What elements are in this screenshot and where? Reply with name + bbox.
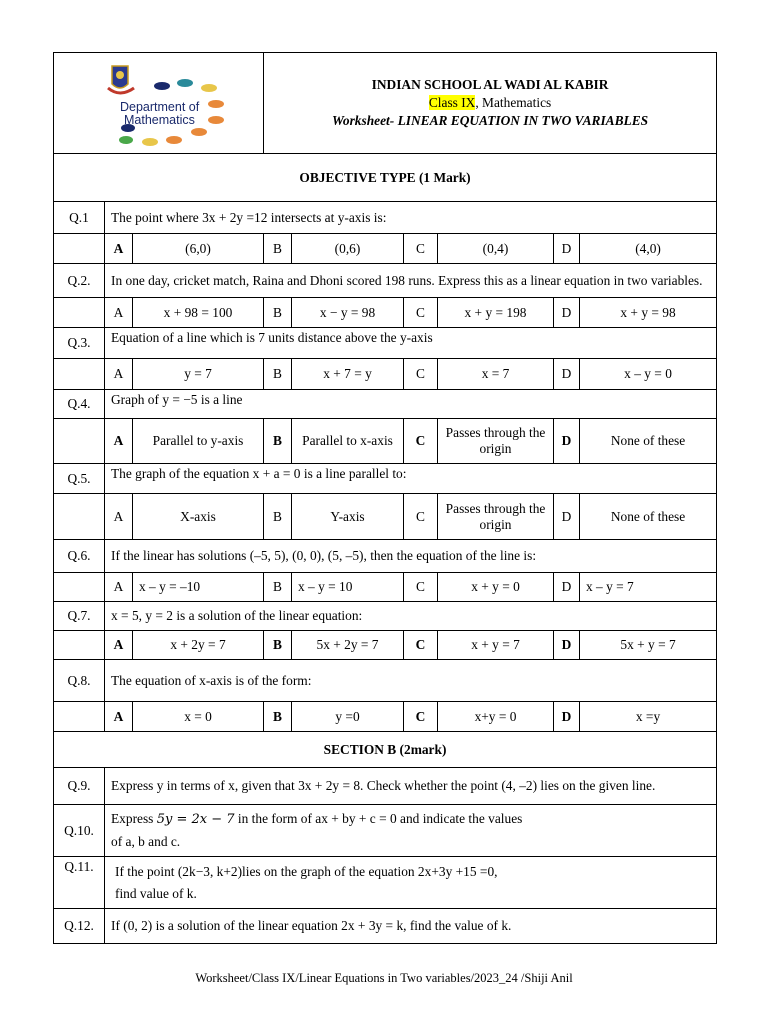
option-letter: B <box>264 234 292 264</box>
option-value: Y-axis <box>292 494 404 540</box>
option-value: Passes through the origin <box>438 494 554 540</box>
question-number: Q.10. <box>54 805 105 857</box>
option-letter: A <box>105 419 133 464</box>
options-row-6 <box>54 573 717 602</box>
option-value: x = 0 <box>133 702 264 732</box>
option-value: 5x + y = 7 <box>580 631 717 660</box>
option-value: (0,4) <box>438 234 554 264</box>
blank-cell <box>54 419 105 464</box>
subject-label: , Mathematics <box>475 95 552 110</box>
question-text-pre: Express <box>111 811 157 826</box>
question-line-2: of a, b and c. <box>111 834 181 849</box>
question-number: Q.9. <box>54 768 105 805</box>
option-value: x + y = 7 <box>438 631 554 660</box>
question-row-6 <box>54 540 717 573</box>
option-value: 5x + 2y = 7 <box>292 631 404 660</box>
question-text: x = 5, y = 2 is a solution of the linear equation: <box>105 602 717 631</box>
logo-text-line2: Mathematics <box>123 113 195 127</box>
option-value: x – y = 10 <box>292 573 404 602</box>
section-b-row <box>54 732 717 768</box>
question-row-9 <box>54 768 717 805</box>
option-letter: D <box>554 631 580 660</box>
option-letter: C <box>404 702 438 732</box>
option-letter: B <box>264 298 292 328</box>
question-row-1 <box>54 202 717 234</box>
question-line-1: If the point (2k−3, k+2)lies on the graph of the equation 2x+3y +15 =0, <box>115 863 498 879</box>
question-text: Express y in terms of x, given that 3x + 2y = 8. Check whether the point (4, –2) lies on the given line. <box>105 768 717 805</box>
option-letter: D <box>554 298 580 328</box>
section-a-row <box>54 154 717 202</box>
question-text: The equation of x-axis is of the form: <box>105 660 717 702</box>
option-value: x − y = 98 <box>292 298 404 328</box>
option-letter: C <box>404 359 438 390</box>
question-number: Q.1 <box>54 202 105 234</box>
option-value: (6,0) <box>133 234 264 264</box>
options-row-2 <box>54 298 717 328</box>
option-letter: C <box>404 494 438 540</box>
blank-cell <box>54 702 105 732</box>
option-letter: D <box>554 573 580 602</box>
question-row-11 <box>54 857 717 909</box>
option-value: x – y = 0 <box>580 359 717 390</box>
option-letter: C <box>404 234 438 264</box>
option-letter: B <box>264 359 292 390</box>
option-value: x + 2y = 7 <box>133 631 264 660</box>
question-number: Q.8. <box>54 660 105 702</box>
question-number: Q.7. <box>54 602 105 631</box>
option-letter: A <box>105 702 133 732</box>
class-line <box>270 94 710 112</box>
option-letter: A <box>105 494 133 540</box>
question-text: The point where 3x + 2y =12 intersects at y-axis is: <box>105 202 717 234</box>
class-label: Class IX <box>428 95 476 110</box>
option-letter: D <box>554 702 580 732</box>
options-row-8 <box>54 702 717 732</box>
option-letter: A <box>105 359 133 390</box>
option-letter: A <box>105 234 133 264</box>
option-letter: B <box>264 573 292 602</box>
question-line-2: find value of k. <box>115 885 197 901</box>
option-letter: C <box>404 298 438 328</box>
option-letter: D <box>554 359 580 390</box>
option-letter: A <box>105 298 133 328</box>
question-text <box>105 805 717 857</box>
option-letter: A <box>105 573 133 602</box>
blank-cell <box>54 573 105 602</box>
school-name: INDIAN SCHOOL AL WADI AL KABIR <box>371 77 609 92</box>
section-a-heading: OBJECTIVE TYPE (1 Mark) <box>54 154 717 202</box>
option-letter: B <box>264 419 292 464</box>
worksheet-table <box>53 52 717 944</box>
question-row-2 <box>54 264 717 298</box>
blank-cell <box>54 234 105 264</box>
worksheet-title: Worksheet- LINEAR EQUATION IN TWO VARIABLES <box>331 113 649 128</box>
department-logo <box>84 58 234 148</box>
option-value: Parallel to y-axis <box>133 419 264 464</box>
option-letter: B <box>264 702 292 732</box>
option-letter: D <box>554 494 580 540</box>
option-value: x + y = 98 <box>580 298 717 328</box>
option-value: (0,6) <box>292 234 404 264</box>
question-number: Q.12. <box>54 909 105 944</box>
option-letter: B <box>264 631 292 660</box>
blank-cell <box>54 631 105 660</box>
options-row-5 <box>54 494 717 540</box>
blank-cell <box>54 298 105 328</box>
question-text: If the linear has solutions (–5, 5), (0, 0), (5, –5), then the equation of the line is: <box>105 540 717 573</box>
question-row-4 <box>54 390 717 419</box>
question-text: In one day, cricket match, Raina and Dhoni scored 198 runs. Express this as a linear equation in two variables. <box>105 264 717 298</box>
question-row-10 <box>54 805 717 857</box>
option-letter: C <box>404 419 438 464</box>
option-value: Parallel to x-axis <box>292 419 404 464</box>
option-value: x+y = 0 <box>438 702 554 732</box>
question-row-7 <box>54 602 717 631</box>
header-title-cell <box>264 53 717 154</box>
option-value: (4,0) <box>580 234 717 264</box>
page-footer: Worksheet/Class IX/Linear Equations in Two variables/2023_24 /Shiji Anil <box>195 971 573 985</box>
option-letter: D <box>554 419 580 464</box>
question-line-1 <box>111 808 710 831</box>
question-text: If (0, 2) is a solution of the linear equation 2x + 3y = k, find the value of k. <box>105 909 717 944</box>
option-letter: C <box>404 573 438 602</box>
option-value: x – y = 7 <box>580 573 717 602</box>
option-value: y =0 <box>292 702 404 732</box>
option-value: None of these <box>580 419 717 464</box>
option-value: x + y = 198 <box>438 298 554 328</box>
question-text-post: in the form of ax + by + c = 0 and indicate the values <box>234 811 523 826</box>
logo-cell <box>54 53 264 154</box>
logo-text-line1: Department of <box>119 100 199 114</box>
options-row-7 <box>54 631 717 660</box>
question-number: Q.6. <box>54 540 105 573</box>
blank-cell <box>54 494 105 540</box>
option-letter: D <box>554 234 580 264</box>
question-row-3 <box>54 328 717 359</box>
options-row-3 <box>54 359 717 390</box>
question-text: Graph of y = −5 is a line <box>105 390 717 419</box>
question-text: The graph of the equation x + a = 0 is a line parallel to: <box>105 464 717 494</box>
question-row-8 <box>54 660 717 702</box>
option-value: x =y <box>580 702 717 732</box>
option-value: Passes through the origin <box>438 419 554 464</box>
question-number: Q.5. <box>54 464 105 494</box>
question-number: Q.3. <box>54 328 105 359</box>
option-value: X-axis <box>133 494 264 540</box>
option-value: None of these <box>580 494 717 540</box>
option-letter: A <box>105 631 133 660</box>
math-expression: 5y = 2x − 7 <box>156 812 235 827</box>
option-value: x + 98 = 100 <box>133 298 264 328</box>
question-row-5 <box>54 464 717 494</box>
section-b-heading: SECTION B (2mark) <box>54 732 717 768</box>
question-text: Equation of a line which is 7 units distance above the y-axis <box>105 328 717 359</box>
options-row-1 <box>54 234 717 264</box>
option-value: y = 7 <box>133 359 264 390</box>
header-row <box>54 53 717 154</box>
question-number: Q.2. <box>54 264 105 298</box>
options-row-4 <box>54 419 717 464</box>
option-value: x – y = –10 <box>133 573 264 602</box>
option-value: x + 7 = y <box>292 359 404 390</box>
math-department-logo-icon <box>84 58 234 148</box>
question-text <box>105 857 717 909</box>
blank-cell <box>54 359 105 390</box>
question-row-12 <box>54 909 717 944</box>
option-value: x = 7 <box>438 359 554 390</box>
option-letter: C <box>404 631 438 660</box>
question-number: Q.11. <box>54 857 105 909</box>
option-value: x + y = 0 <box>438 573 554 602</box>
question-number: Q.4. <box>54 390 105 419</box>
option-letter: B <box>264 494 292 540</box>
